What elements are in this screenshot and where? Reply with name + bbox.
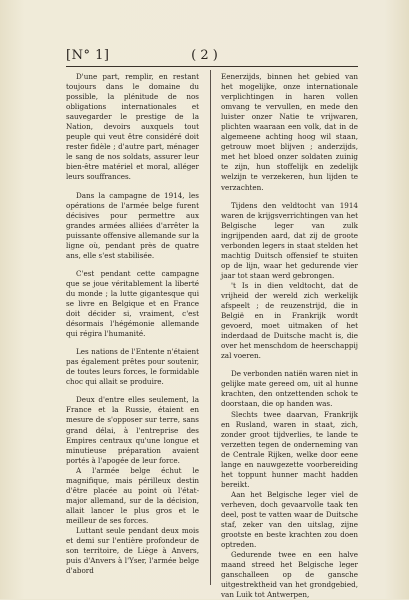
paragraph: Eenerzijds, binnen het gebied van het mogelijke, onze internationale verplichtingen in haren vollen omvang te vervullen, en mede den luister onzer Natie te vrijwaren, plichten waaraan een volk, dat in de algemeene achting hoog wil staan, getrouw moet blijven ; anderzijds, met het bloed onzer soldaten zuinig te zijn, hun stoffelijk en zedelijk welzijn te verzekeren, hun lijden te verzachten. xyxy=(221,72,358,192)
paragraph: Dans la campagne de 1914, les opérations de l'armée belge furent décisives pour permettre aux grandes armées alliées d'arrêter la puissante offensive allemande sur la ligne où, pendant près de quatre ans, elle s'est stabilisée. xyxy=(66,190,199,260)
paragraph: Slechts twee daarvan, Frankrijk en Rusland, waren in staat, zich, zonder groot tijdverlies, te lande te verzetten tegen de onderneming van de Centrale Rijken, welke door eene lange en nauwgezette voorbereiding het toppunt hunner macht hadden bereikt. xyxy=(221,409,358,489)
page-number: ( 2 ) xyxy=(191,48,218,63)
paragraph: Gedurende twee en een halve maand streed het Belgische leger ganschalleen op de gansche uitgestrektheid van het grondgebied, van Luik tot Antwerpen, xyxy=(221,550,358,600)
paragraph: A l'armée belge échut le magnifique, mais périlleux destin d'être placée au point où l'état-major allemand, sur de la décision, allait lancer le plus gros et le meilleur de ses forces. xyxy=(66,465,199,525)
header-rule xyxy=(66,66,358,67)
dutch-column xyxy=(221,72,358,600)
paragraph: Aan het Belgische leger viel de verheven, doch gevaarvolle taak ten deel, post te vatten waar de Duitsche staf, zeker van den uitslag, zijne grootste en beste krachten zou doen optreden. xyxy=(221,489,358,550)
paragraph: Les nations de l'Entente n'étaient pas également prêtes pour soutenir, de toutes leurs forces, le formidable choc qui allait se produire. xyxy=(66,347,199,387)
page-header xyxy=(0,0,409,70)
paragraph: Luttant seule pendant deux mois et demi sur l'entière profondeur de son territoire, de Liège à Anvers, puis d'Anvers à l'Yser, l'armée belge d'abord xyxy=(66,525,199,576)
paragraph: C'est pendant cette campagne que se joue véritablement la liberté du monde ; la lutte gigantesque qui se livre en Belgique et en France doit décider si, vraiment, c'est désormais l'hégémonie allemande qui régira l'humanité. xyxy=(66,268,199,339)
paragraph: D'une part, remplir, en restant toujours dans le domaine du possible, la plénitude de nos obligations internationales et sauvegarder le prestige de la Nation, devoirs auxquels tout peuple qui veut être considéré doit rester fidèle ; d'autre part, ménager le sang de nos soldats, assurer leur bien-être matériel et moral, alléger leurs souffrances. xyxy=(66,72,199,182)
paragraph: Deux d'entre elles seulement, la France et la Russie, étaient en mesure de s'opposer sur terre, sans grand délai, à l'entreprise des Empires centraux qu'une longue et minutieuse préparation avaient portés à l'apogée de leur force. xyxy=(66,395,199,465)
french-column xyxy=(66,72,199,576)
column-divider xyxy=(210,70,211,585)
issue-number: [N° 1] xyxy=(66,48,110,63)
paragraph: De verbonden natiën waren niet in gelijke mate gereed om, uit al hunne krachten, den ontzettenden schok te doorstaan, die op handen was. xyxy=(221,369,358,409)
paragraph: Tijdens den veldtocht van 1914 waren de krijgsverrichtingen van het Belgische leger van zulk ingrijpenden aard, dat zij de groote verbonden legers in staat stelden het machtig Duitsch offensief te stuiten op de lijn, waar het gedurende vier jaar tot staan werd gebrongen. xyxy=(221,200,358,280)
paragraph: 't Is in dien veldtocht, dat de vrijheid der wereld zich werkelijk afspeelt ; de reuzenstrijd, die in België en in Frankrijk wordt gevoerd, moet uitmaken of het inderdaad de Duitsche macht is, die over het menschdom de heerschappij zal voeren. xyxy=(221,280,358,361)
